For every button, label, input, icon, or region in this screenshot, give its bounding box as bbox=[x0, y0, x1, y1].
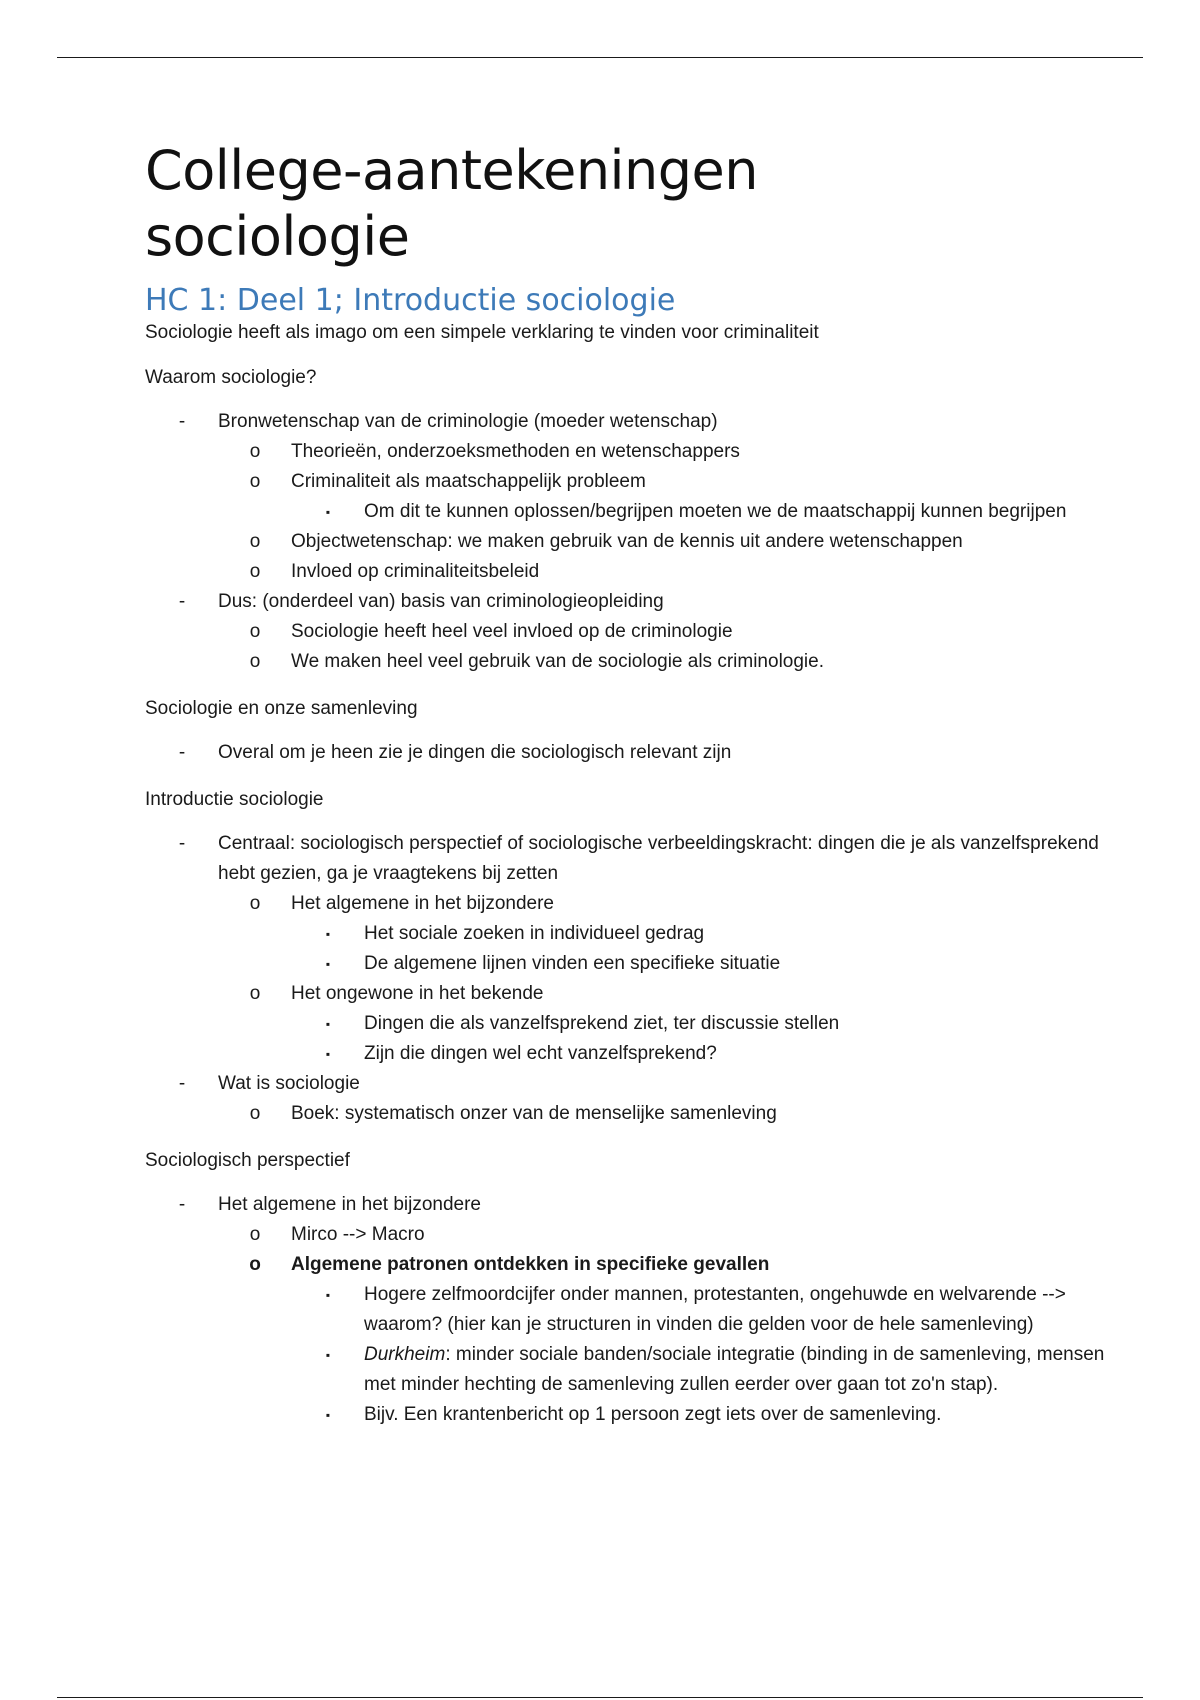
sublist bbox=[291, 1009, 1105, 1069]
sublist bbox=[291, 1280, 1105, 1430]
square-bullet: ▪ bbox=[325, 1408, 331, 1422]
section-label-waarom: Waarom sociologie? bbox=[145, 367, 317, 388]
sublist bbox=[218, 1099, 1105, 1129]
list-item-text: Om dit te kunnen oplossen/begrijpen moeten we de maatschappij kunnen begrijpen bbox=[364, 501, 1067, 522]
list-item-text: : minder sociale banden/sociale integratie (binding in de samenleving, mensen met minder hechting de samenleving zullen eerder over gaan tot zo'n stap). bbox=[364, 1344, 1105, 1395]
list-item-text: Invloed op criminaliteitsbeleid bbox=[291, 561, 540, 582]
list-item bbox=[218, 437, 1105, 467]
list-item-text: Centraal: sociologisch perspectief of sociologische verbeeldingskracht: dingen die je als vanzelfsprekend hebt gezien, ga je vraagtekens bij zetten bbox=[218, 833, 1099, 884]
list-introductie bbox=[145, 829, 1105, 1129]
list-item-text: We maken heel veel gebruik van de sociologie als criminologie. bbox=[291, 651, 824, 672]
circle-bullet: o bbox=[249, 441, 261, 462]
list-item-text: Sociologie heeft heel veel invloed op de criminologie bbox=[291, 621, 733, 642]
list-item-text: Criminaliteit als maatschappelijk probleem bbox=[291, 471, 646, 492]
list-item bbox=[145, 829, 1105, 1069]
list-item-text: Zijn die dingen wel echt vanzelfsprekend? bbox=[364, 1043, 717, 1064]
document-body bbox=[145, 138, 1105, 1430]
list-item bbox=[291, 1009, 1105, 1039]
list-item bbox=[145, 738, 1105, 768]
list-item bbox=[218, 647, 1105, 677]
circle-bullet: o bbox=[249, 1254, 261, 1275]
square-bullet: ▪ bbox=[325, 1047, 331, 1061]
footer-rule bbox=[57, 1697, 1143, 1698]
list-item bbox=[218, 1220, 1105, 1250]
author-name: Durkheim bbox=[364, 1344, 446, 1365]
sublist bbox=[218, 437, 1105, 587]
list-item-text: Het sociale zoeken in individueel gedrag bbox=[364, 923, 705, 944]
list-item bbox=[291, 497, 1105, 527]
circle-bullet: o bbox=[249, 983, 261, 1004]
circle-bullet: o bbox=[249, 893, 261, 914]
dash-bullet: - bbox=[178, 411, 186, 432]
title-line-1: College-aantekeningen bbox=[145, 139, 759, 202]
list-item bbox=[218, 617, 1105, 647]
section-heading: HC 1: Deel 1; Introductie sociologie bbox=[145, 283, 676, 318]
list-item bbox=[291, 1280, 1105, 1340]
list-item bbox=[291, 919, 1105, 949]
list-item bbox=[218, 1099, 1105, 1129]
list-item bbox=[291, 1039, 1105, 1069]
dash-bullet: - bbox=[178, 742, 186, 763]
list-perspectief bbox=[145, 1190, 1105, 1430]
list-item bbox=[218, 467, 1105, 527]
square-bullet: ▪ bbox=[325, 1288, 331, 1302]
dash-bullet: - bbox=[178, 1073, 186, 1094]
circle-bullet: o bbox=[249, 1224, 261, 1245]
list-item-text: Het algemene in het bijzondere bbox=[291, 893, 555, 914]
list-item-text: Bronwetenschap van de criminologie (moeder wetenschap) bbox=[218, 411, 718, 432]
circle-bullet: o bbox=[249, 1103, 261, 1124]
section-label-perspectief: Sociologisch perspectief bbox=[145, 1150, 350, 1171]
list-item bbox=[218, 557, 1105, 587]
document-title bbox=[145, 138, 1105, 270]
square-bullet: ▪ bbox=[325, 957, 331, 971]
list-item bbox=[218, 979, 1105, 1069]
dash-bullet: - bbox=[178, 591, 186, 612]
title-line-2: sociologie bbox=[145, 205, 410, 268]
section-label-introductie: Introductie sociologie bbox=[145, 789, 324, 810]
header-rule bbox=[57, 57, 1143, 58]
list-item bbox=[145, 1190, 1105, 1430]
list-item-text: Hogere zelfmoordcijfer onder mannen, protestanten, ongehuwde en welvarende --> waarom? (hier kan je structuren in vinden die gelden voor de hele samenleving) bbox=[364, 1284, 1066, 1335]
dash-bullet: - bbox=[178, 833, 186, 854]
list-item bbox=[218, 889, 1105, 979]
sublist bbox=[218, 617, 1105, 677]
list-item-text: Algemene patronen ontdekken in specifieke gevallen bbox=[291, 1254, 770, 1275]
sublist bbox=[218, 889, 1105, 1069]
sublist bbox=[291, 919, 1105, 979]
sublist bbox=[218, 1220, 1105, 1430]
list-item-text: Dus: (onderdeel van) basis van criminologieopleiding bbox=[218, 591, 664, 612]
section-label-samenleving: Sociologie en onze samenleving bbox=[145, 698, 418, 719]
list-item-text: Mirco --> Macro bbox=[291, 1224, 425, 1245]
list-item-text: De algemene lijnen vinden een specifieke situatie bbox=[364, 953, 781, 974]
intro-paragraph: Sociologie heeft als imago om een simpele verklaring te vinden voor criminaliteit bbox=[145, 322, 819, 343]
square-bullet: ▪ bbox=[325, 927, 331, 941]
list-item-text: Dingen die als vanzelfsprekend ziet, ter discussie stellen bbox=[364, 1013, 840, 1034]
sublist bbox=[291, 497, 1105, 527]
list-item bbox=[291, 1340, 1105, 1400]
list-item-text: Overal om je heen zie je dingen die sociologisch relevant zijn bbox=[218, 742, 732, 763]
circle-bullet: o bbox=[249, 471, 261, 492]
circle-bullet: o bbox=[249, 561, 261, 582]
list-item-text: Wat is sociologie bbox=[218, 1073, 360, 1094]
dash-bullet: - bbox=[178, 1194, 186, 1215]
list-item-text: Het algemene in het bijzondere bbox=[218, 1194, 482, 1215]
square-bullet: ▪ bbox=[325, 505, 331, 519]
square-bullet: ▪ bbox=[325, 1348, 331, 1362]
list-item bbox=[218, 1250, 1105, 1430]
list-item-text: Boek: systematisch onzer van de menselijke samenleving bbox=[291, 1103, 777, 1124]
square-bullet: ▪ bbox=[325, 1017, 331, 1031]
circle-bullet: o bbox=[249, 621, 261, 642]
circle-bullet: o bbox=[249, 651, 261, 672]
list-item bbox=[145, 1069, 1105, 1129]
list-item-text: Objectwetenschap: we maken gebruik van de kennis uit andere wetenschappen bbox=[291, 531, 963, 552]
list-waarom bbox=[145, 407, 1105, 677]
list-item bbox=[291, 949, 1105, 979]
list-item-text: Het ongewone in het bekende bbox=[291, 983, 544, 1004]
list-item-text: Bijv. Een krantenbericht op 1 persoon zegt iets over de samenleving. bbox=[364, 1404, 942, 1425]
list-item bbox=[145, 587, 1105, 677]
list-item bbox=[218, 527, 1105, 557]
list-samenleving bbox=[145, 738, 1105, 768]
list-item bbox=[145, 407, 1105, 587]
circle-bullet: o bbox=[249, 531, 261, 552]
list-item-text: Theorieën, onderzoeksmethoden en wetenschappers bbox=[291, 441, 740, 462]
list-item bbox=[291, 1400, 1105, 1430]
